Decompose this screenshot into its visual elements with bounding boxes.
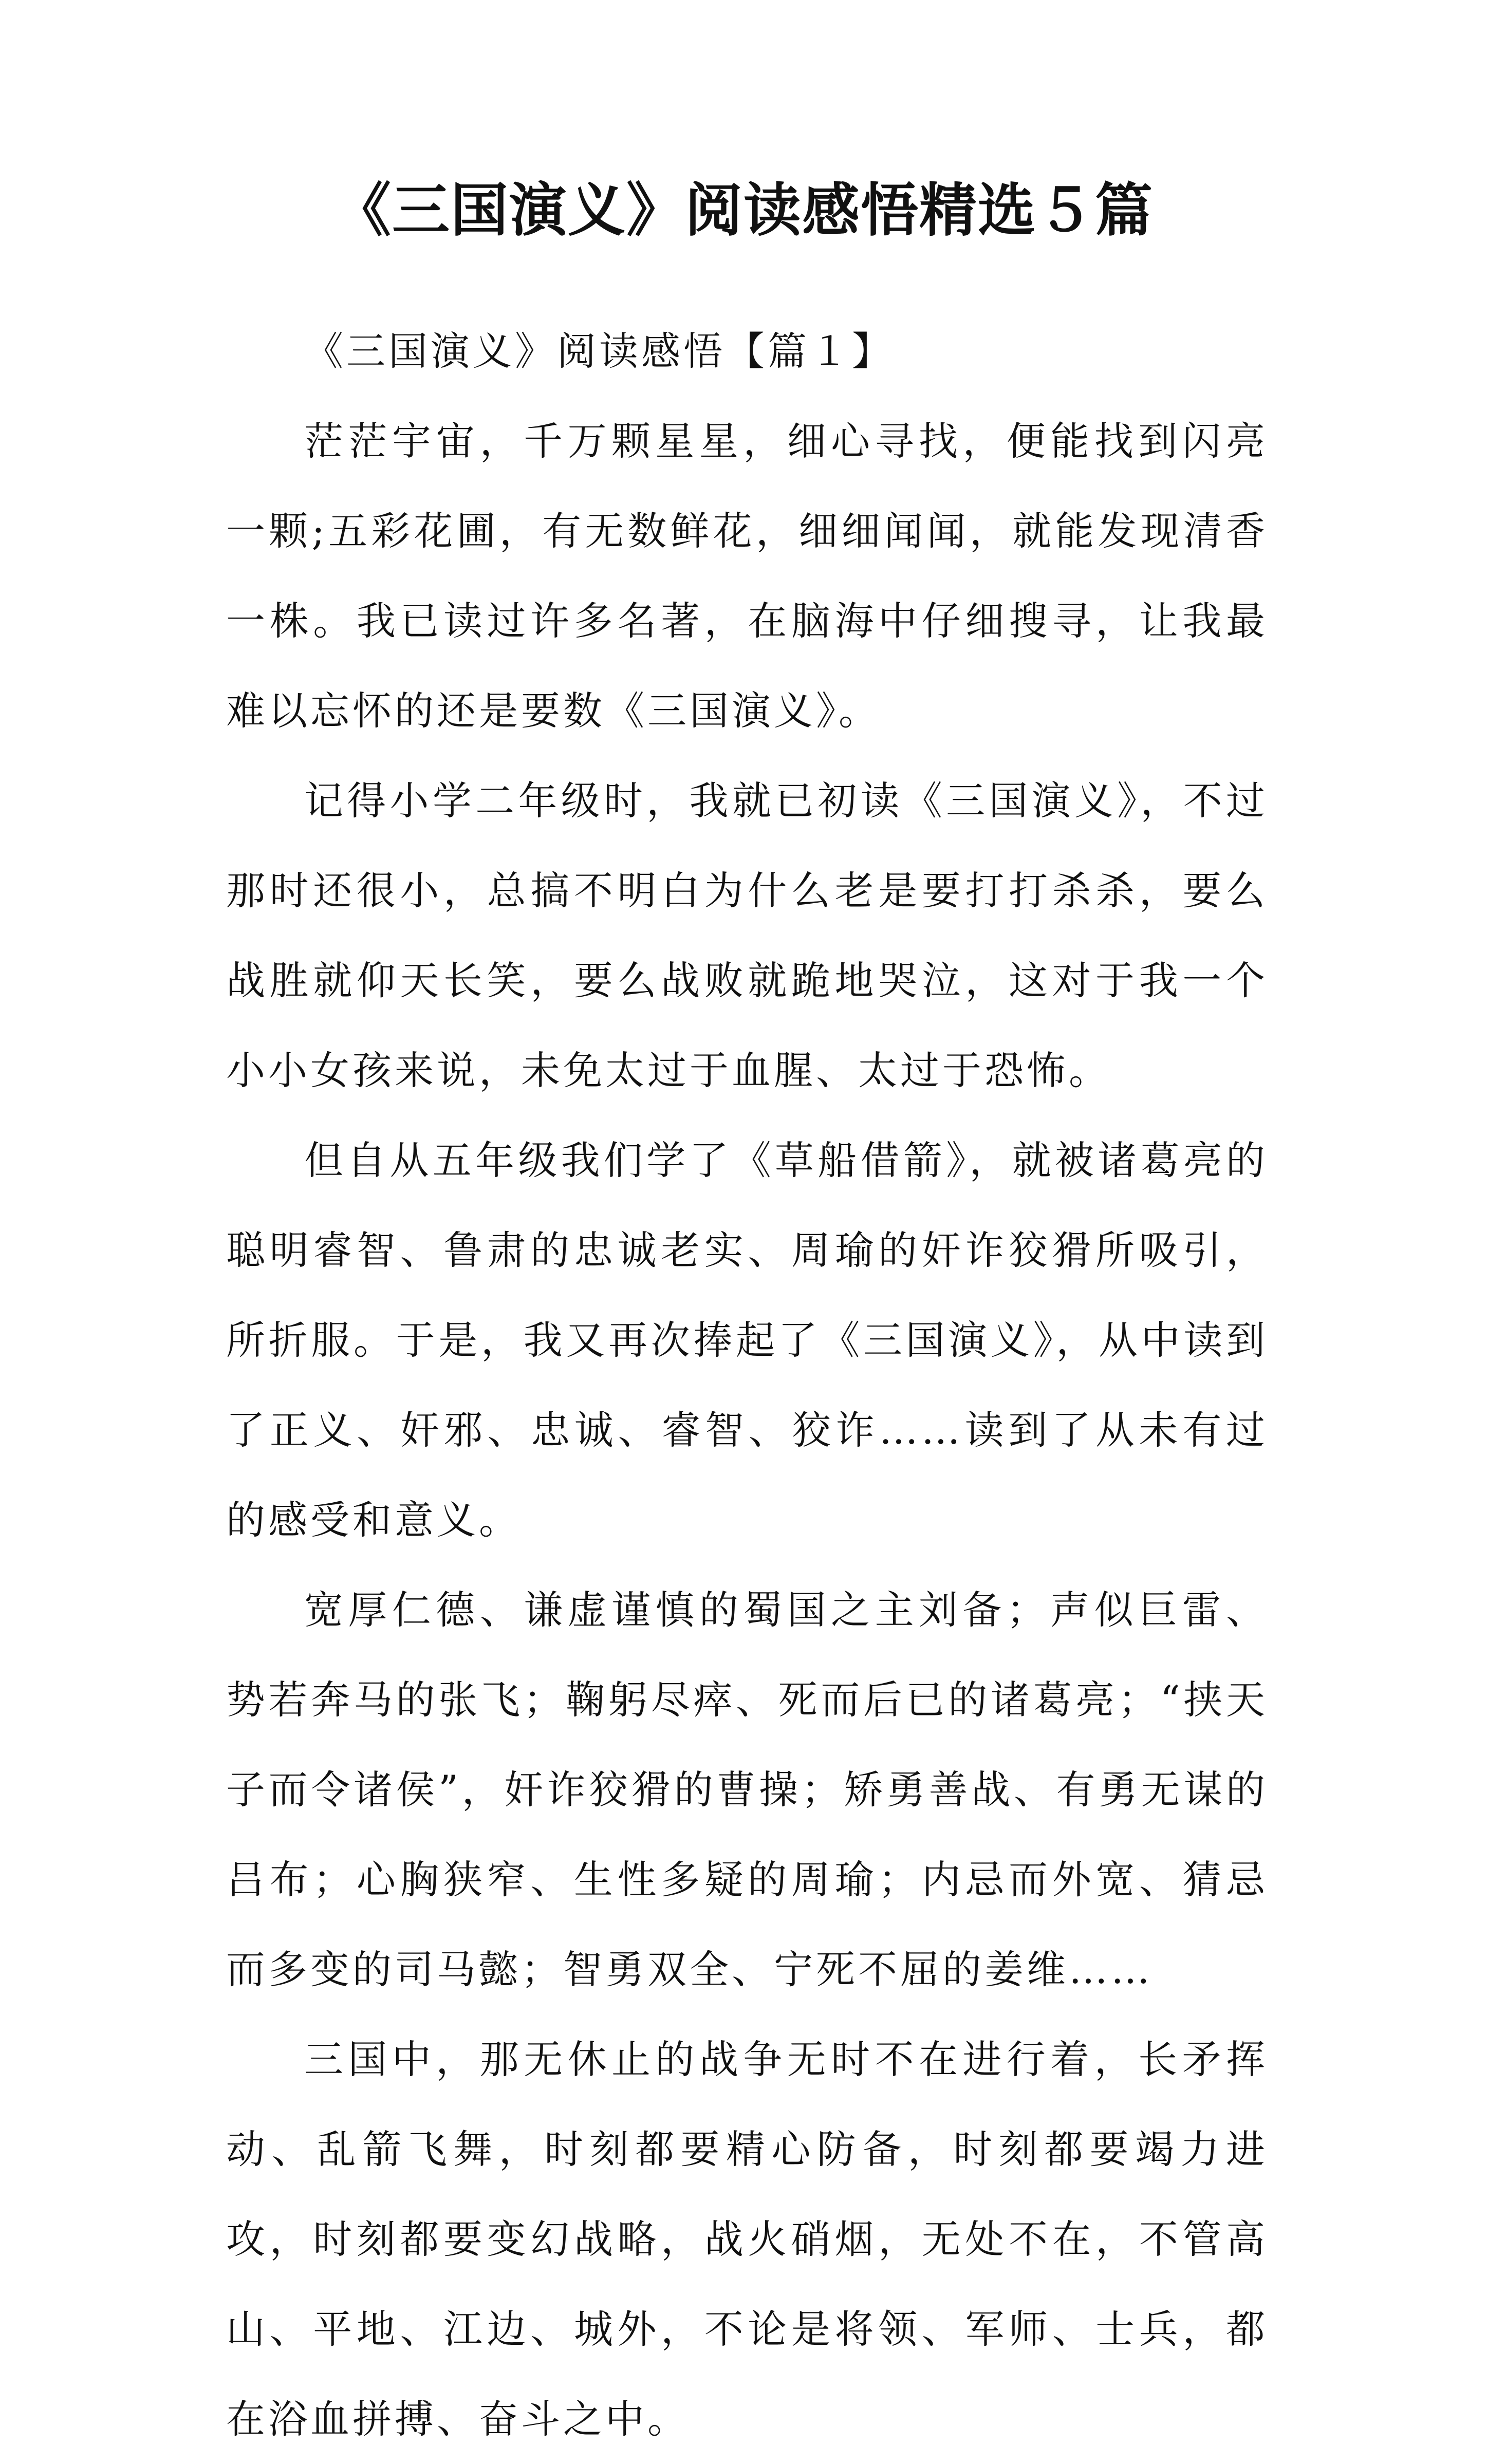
paragraph-1: 茫茫宇宙，千万颗星星，细心寻找，便能找到闪亮一颗;五彩花圃，有无数鲜花，细细闻闻，就能发现清香一株。我已读过许多名著，在脑海中仔细搜寻，让我最难以忘怀的还是要数《三国演义》。: [226, 418, 1268, 734]
paragraph-2: 记得小学二年级时，我就已初读《三国演义》，不过那时还很小，总搞不明白为什么老是要打打杀杀，要么战胜就仰天长笑，要么战败就跪地哭泣，这对于我一个小小女孩来说，未免太过于血腥、太过于恐怖。: [226, 778, 1268, 1093]
paragraph-4: 宽厚仁德、谦虚谨慎的蜀国之主刘备；声似巨雷、势若奔马的张飞；鞠躬尽瘁、死而后已的诸葛亮；“挟天子而令诸侯”，奸诈狡猾的曹操；矫勇善战、有勇无谋的吕布；心胸狭窄、生性多疑的周瑜；内忌而外宽、猜忌而多变的司马懿；智勇双全、宁死不屈的姜维……: [226, 1587, 1268, 1992]
paragraph-5: 三国中，那无休止的战争无时不在进行着，长矛挥动、乱箭飞舞，时刻都要精心防备，时刻都要竭力进攻，时刻都要变幻战略，战火硝烟，无处不在，不管高山、平地、江边、城外，不论是将领、军师、士兵，都在浴血拼搏、奋斗之中。: [226, 2037, 1268, 2442]
section-heading: 《三国演义》阅读感悟【篇１】: [304, 328, 894, 374]
document-body: [226, 306, 1268, 2464]
document-title: 《三国演义》阅读感悟精选５篇: [333, 177, 1154, 244]
paragraph-3: 但自从五年级我们学了《草船借箭》，就被诸葛亮的聪明睿智、鲁肃的忠诚老实、周瑜的奸诈狡猾所吸引，所折服。于是，我又再次捧起了《三国演义》，从中读到了正义、奸邪、忠诚、睿智、狡诈……读到了从未有过的感受和意义。: [226, 1137, 1268, 1543]
